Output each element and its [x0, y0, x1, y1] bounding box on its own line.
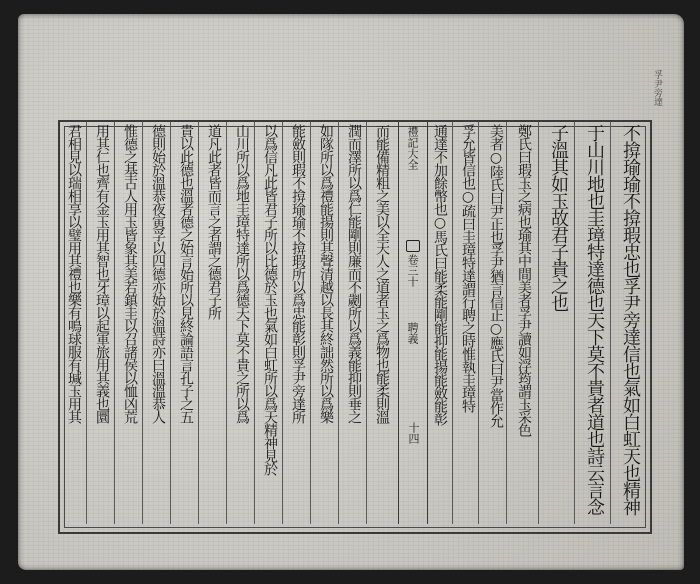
text-column-l3: 能斂則瑕不揜瑜瑜不揜瑕所以爲忠能彰則孚尹旁達所: [290, 124, 306, 423]
text-column-l9: 惟德之基古人用玉皆象其美若鎮圭以召諸侯以恤凶荒: [122, 124, 138, 423]
column-rule: [114, 122, 115, 524]
text-column-r7: 通達不加餘幣也○馬氏曰能柔能剛能抑能揚能斂能彰: [432, 124, 448, 425]
column-rule: [254, 122, 255, 524]
text-column-l1: 潤而澤所以爲仁能剛則廉而不劌所以爲義能抑則垂之: [346, 124, 362, 423]
text-column-l2: 如隊所以爲禮能揚則其聲清越以長其終詘然所以爲樂: [318, 124, 334, 423]
text-column-r2: 于山川地也圭璋特達德也天下莫不貴者道也詩云言念: [584, 124, 605, 515]
column-rule: [226, 122, 227, 524]
column-rule: [170, 122, 171, 524]
page-number: 十四: [407, 422, 420, 444]
text-column-l5: 山川所以爲地圭璋特達所以爲德天下莫不貴之所以爲: [234, 124, 250, 423]
text-column-l4: 以爲信凡此皆君子所以比德於玉也氣如白虹所以爲天精神見於: [262, 124, 278, 475]
column-rule: [506, 122, 507, 524]
text-column-l8: 德則始於溫恭夜寅孚以四德亦始於溫詩亦曰溫溫恭人: [150, 124, 166, 423]
column-rule: [142, 122, 143, 524]
text-column-r3: 子溫其如玉故君子貴之也: [548, 124, 569, 311]
column-rule: [282, 122, 283, 524]
text-column-l7: 貴以此德也溫者德之始言始所以見終論語言孔子之五: [178, 124, 194, 423]
margin-note: 孚尹旁達: [652, 70, 662, 106]
column-rule: [198, 122, 199, 524]
text-column-r8-visible: 而能備精粗之美以全天人之道者玉之爲物也能柔則溫: [374, 124, 390, 423]
book-title: 禮記大全: [406, 126, 419, 170]
section-label: 聘義: [406, 322, 419, 344]
column-rule: [310, 122, 311, 524]
text-column-r4: 鄭氏曰瑕玉之病也瑜其中間美者孚尹讀如浮筠謂玉采色: [516, 124, 532, 436]
fish-tail-marker: [406, 240, 420, 252]
column-rule: [478, 122, 479, 524]
text-frame: [58, 120, 652, 534]
volume-label: 卷三十: [406, 254, 419, 287]
column-rule: [366, 122, 367, 524]
text-column-r5: 美者○陸氏曰尹正也孚尹猶言信正○應氏曰尹當作允: [488, 124, 504, 427]
text-column-r6: 孚允皆信也○疏曰圭璋特達謂行聘之時惟執圭璋特: [460, 124, 476, 412]
column-rule: [452, 122, 453, 524]
column-rule: [86, 122, 87, 524]
text-column-l11: 君相見以瑞相享以璧用其禮也樂有鳴球服有瑊玉用其: [66, 124, 82, 423]
column-rule: [610, 122, 611, 524]
text-column-l6: 道凡此者皆而言之者謂之德君子所: [206, 124, 222, 319]
text-column-l10: 用其仁也齊有金玉用其智也牙璋以起軍旅用其義也圜: [94, 124, 110, 423]
column-rule: [538, 122, 539, 524]
text-column-r1: 不揜瑜瑜不揜瑕忠也孚尹旁達信也氣如白虹天也精神: [620, 124, 641, 515]
column-rule: [338, 122, 339, 524]
column-rule: [574, 122, 575, 524]
